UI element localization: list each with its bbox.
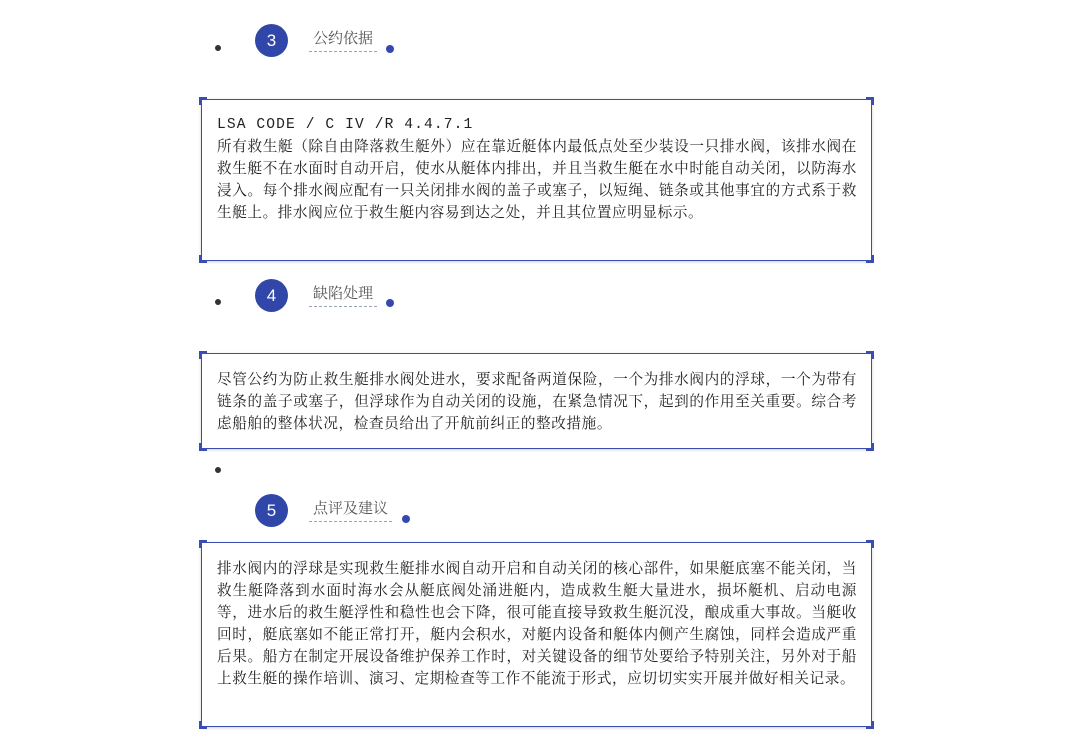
heading-dot-icon <box>386 45 394 53</box>
section-heading-convention-basis: 公约依据 <box>309 28 377 52</box>
corner-bracket-icon <box>199 97 207 105</box>
heading-dot-icon <box>402 515 410 523</box>
section-number-badge: 4 <box>255 279 288 312</box>
regulation-code: LSA CODE / C IV /R 4.4.7.1 <box>217 117 474 133</box>
section-body-text: 所有救生艇（除自由降落救生艇外）应在靠近艇体内最低点处至少装设一只排水阀，该排水阀在救生艇不在水面时自动开启，使水从艇体内排出，并且当救生艇在水中时能自动关闭，以防海水浸入。每个排水阀应配有一只关闭排水阀的盖子或塞子，以短绳、链条或其他事宜的方式系于救生艇上。排水阀应位于救生艇内容易到达之处，并且其位置应明显标示。 <box>217 138 857 221</box>
section-heading-defect-handling: 缺陷处理 <box>309 283 377 307</box>
content-box-convention <box>201 99 872 261</box>
section-body-text: 尽管公约为防止救生艇排水阀处进水，要求配备两道保险，一个为排水阀内的浮球，一个为带有链条的盖子或塞子，但浮球作为自动关闭的设施，在紧急情况下，起到的作用至关重要。综合考虑船舶的整体状况，检查员给出了开航前纠正的整改措施。 <box>217 371 857 432</box>
section-heading-comments: 点评及建议 <box>309 498 392 522</box>
section-body-text: 排水阀内的浮球是实现救生艇排水阀自动开启和自动关闭的核心部件，如果艇底塞不能关闭，当救生艇降落到水面时海水会从艇底阀处涌进艇内，造成救生艇大量进水，损坏艇机、启动电源等，进水后的救生艇浮性和稳性也会下降，很可能直接导致救生艇沉没，酿成重大事故。当艇收回时，艇底塞如不能正常打开，艇内会积水，对艇内设备和艇体内侧产生腐蚀，同样会造成严重后果。船方在制定开展设备维护保养工作时，对关键设备的细节处要给予特别关注，另外对于船上救生艇的操作培训、演习、定期检查等工作不能流于形式，应切切实实开展并做好相关记录。 <box>217 560 857 687</box>
corner-bracket-icon <box>866 255 874 263</box>
corner-bracket-icon <box>866 97 874 105</box>
corner-bracket-icon <box>866 443 874 451</box>
corner-bracket-icon <box>199 443 207 451</box>
corner-bracket-icon <box>199 255 207 263</box>
list-bullet <box>215 467 221 473</box>
corner-bracket-icon <box>199 540 207 548</box>
corner-bracket-icon <box>866 721 874 729</box>
corner-bracket-icon <box>199 721 207 729</box>
content-box-comments <box>201 542 872 727</box>
section-number-badge: 5 <box>255 494 288 527</box>
section-number-badge: 3 <box>255 24 288 57</box>
content-box-defect <box>201 353 872 449</box>
list-bullet <box>215 45 221 51</box>
corner-bracket-icon <box>866 351 874 359</box>
list-bullet <box>215 299 221 305</box>
heading-dot-icon <box>386 299 394 307</box>
corner-bracket-icon <box>866 540 874 548</box>
corner-bracket-icon <box>199 351 207 359</box>
